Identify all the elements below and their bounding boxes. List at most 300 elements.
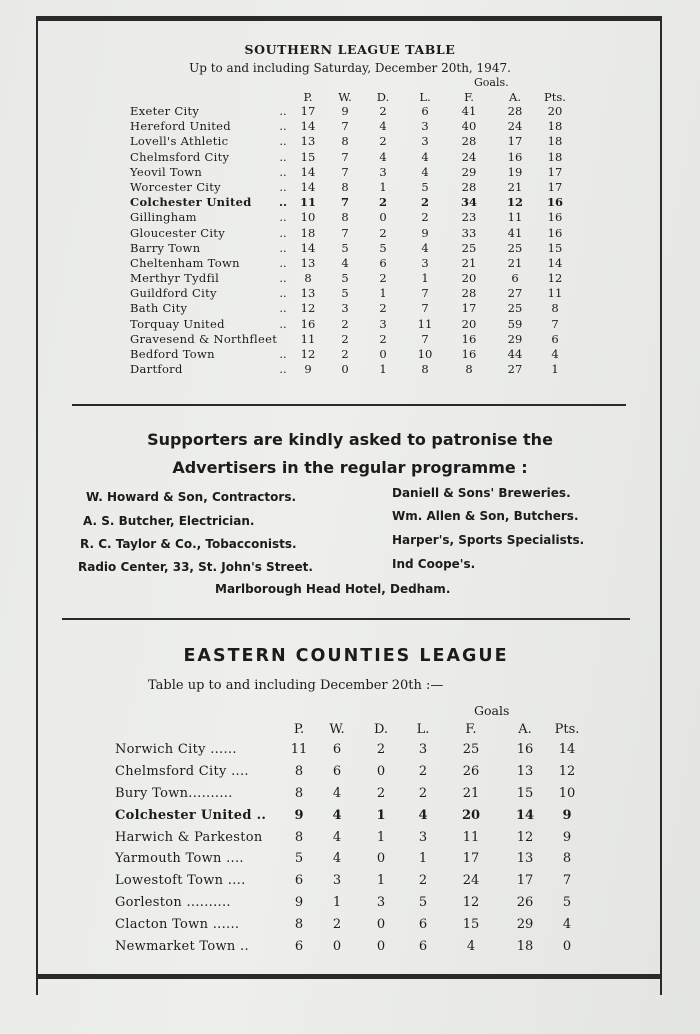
won-cell: 2: [341, 316, 349, 331]
played-cell: 8: [304, 271, 312, 286]
played-cell: 14: [300, 119, 316, 134]
played-cell: 8: [294, 763, 304, 779]
leader-dots: ..: [279, 240, 287, 255]
table-row: [0, 195, 700, 210]
points-cell: 7: [562, 873, 572, 889]
leader-dots: ..: [279, 286, 287, 301]
points-cell: 12: [558, 763, 576, 779]
goals-against-cell: 17: [516, 873, 534, 889]
goals-against-cell: 13: [516, 851, 534, 867]
won-cell: 4: [332, 807, 342, 823]
lost-cell: 2: [418, 763, 428, 779]
points-cell: 0: [562, 939, 572, 955]
goals-for-cell: 34: [460, 195, 477, 210]
drawn-cell: 1: [379, 179, 387, 194]
goals-against-cell: 21: [507, 179, 523, 194]
leader-dots: ..: [279, 134, 287, 149]
points-cell: 18: [547, 149, 563, 164]
lost-cell: 5: [421, 179, 429, 194]
goals-for-cell: 11: [462, 829, 480, 845]
southern-table-header: [0, 90, 700, 104]
team-name: Clacton Town ......: [115, 917, 240, 933]
team-name: Bury Town..........: [115, 785, 233, 801]
goals-against-cell: 25: [507, 240, 523, 255]
top-double-rule: [36, 16, 662, 21]
played-cell: 8: [294, 785, 304, 801]
points-cell: 18: [547, 119, 563, 134]
goals-against-cell: 27: [507, 286, 523, 301]
table-row: [0, 271, 700, 286]
won-cell: 3: [341, 301, 349, 316]
leader-dots: ..: [279, 210, 287, 225]
leader-dots: ..: [279, 164, 287, 179]
lost-cell: 3: [421, 119, 429, 134]
played-cell: 10: [300, 210, 316, 225]
team-name: Worcester City: [130, 179, 221, 194]
goals-for-cell: 16: [461, 347, 477, 361]
won-cell: 4: [332, 785, 342, 801]
team-name: Bedford Town: [130, 347, 215, 361]
goals-against-cell: 29: [507, 331, 523, 346]
points-cell: 4: [551, 347, 559, 361]
goals-for-cell: 24: [462, 873, 480, 889]
won-cell: 2: [341, 347, 349, 361]
goals-against-cell: 14: [515, 807, 535, 823]
leader-dots: ..: [279, 271, 287, 286]
eastern-counties-subtitle: Table up to and including December 20th :—: [148, 678, 444, 693]
team-name: Barry Town: [130, 240, 201, 255]
goals-against-cell: 15: [516, 785, 534, 801]
points-cell: 7: [551, 316, 559, 331]
drawn-cell: 0: [376, 917, 386, 933]
team-name: Colchester United: [130, 195, 252, 210]
team-name: Norwich City ......: [115, 742, 237, 757]
header-for: F.: [464, 90, 474, 104]
goals-for-cell: 20: [461, 271, 477, 286]
table-row: [0, 150, 700, 165]
header-played: P.: [303, 90, 313, 104]
points-cell: 15: [547, 240, 563, 255]
goals-for-cell: 16: [461, 331, 477, 346]
goals-against-cell: 41: [507, 225, 523, 240]
drawn-cell: 5: [379, 240, 387, 255]
goals-for-cell: 20: [461, 316, 477, 331]
points-cell: 14: [558, 742, 576, 757]
points-cell: 12: [547, 271, 563, 286]
advertiser-left-4: Radio Center, 33, St. John's Street.: [78, 560, 313, 574]
advertiser-left-1: W. Howard & Son, Contractors.: [86, 490, 297, 504]
table-row: [0, 830, 700, 852]
table-row: [0, 939, 700, 961]
goals-for-cell: 12: [462, 895, 480, 911]
drawn-cell: 1: [379, 362, 387, 377]
team-name: Dartford: [130, 362, 183, 377]
leader-dots: ..: [279, 362, 287, 377]
lost-cell: 4: [421, 240, 429, 255]
lost-cell: 2: [418, 873, 428, 889]
table-row: [0, 742, 700, 764]
goals-for-cell: 8: [465, 362, 473, 377]
goals-against-cell: 17: [507, 134, 523, 149]
leader-dots: ..: [279, 149, 287, 164]
table-row: [0, 119, 700, 134]
played-cell: 9: [294, 895, 304, 911]
table-row: [0, 332, 700, 347]
won-cell: 3: [332, 873, 342, 889]
leader-dots: ..: [279, 104, 287, 118]
points-cell: 16: [547, 225, 563, 240]
goals-against-cell: 44: [507, 347, 523, 361]
drawn-cell: 3: [379, 164, 387, 179]
points-cell: 20: [547, 104, 563, 118]
goals-for-cell: 41: [461, 104, 477, 118]
eastern-goals-label: Goals: [474, 703, 510, 718]
goals-for-cell: 17: [461, 301, 477, 316]
header-against: A.: [509, 90, 521, 104]
won-cell: 7: [341, 119, 349, 134]
goals-against-cell: 16: [507, 149, 523, 164]
drawn-cell: 1: [376, 829, 386, 845]
goals-for-cell: 4: [466, 939, 476, 955]
leader-dots: ..: [278, 195, 287, 210]
won-cell: 6: [332, 763, 342, 779]
table-row: [0, 180, 700, 195]
leader-dots: ..: [279, 347, 287, 361]
lost-cell: 9: [421, 225, 429, 240]
won-cell: 8: [341, 179, 349, 194]
table-row: [0, 134, 700, 149]
won-cell: 0: [341, 362, 349, 377]
table-row: [0, 362, 700, 377]
played-cell: 18: [300, 225, 316, 240]
header-drawn: D.: [376, 90, 390, 104]
played-cell: 6: [294, 873, 304, 889]
lost-cell: 2: [421, 210, 429, 225]
drawn-cell: 2: [379, 225, 387, 240]
drawn-cell: 2: [379, 331, 387, 346]
header-won: W.: [329, 722, 345, 737]
table-row: [0, 104, 700, 119]
team-name: Merthyr Tydfil: [130, 271, 220, 286]
points-cell: 6: [551, 331, 559, 346]
lost-cell: 4: [418, 807, 428, 823]
played-cell: 12: [300, 301, 316, 316]
team-name: Hereford United: [130, 119, 231, 134]
eastern-table-header: [0, 722, 700, 738]
drawn-cell: 0: [376, 939, 386, 955]
table-row: [0, 347, 700, 362]
won-cell: 1: [332, 895, 342, 911]
goals-for-cell: 25: [462, 742, 480, 757]
goals-for-cell: 28: [461, 286, 477, 301]
drawn-cell: 0: [379, 210, 387, 225]
played-cell: 13: [300, 286, 316, 301]
won-cell: 7: [341, 164, 349, 179]
won-cell: 5: [341, 240, 349, 255]
table-row: [0, 873, 700, 895]
header-for: F.: [465, 722, 477, 737]
goals-for-cell: 40: [461, 119, 477, 134]
team-name: Gillingham: [130, 210, 197, 225]
leader-dots: ..: [279, 179, 287, 194]
lost-cell: 2: [418, 785, 428, 801]
drawn-cell: 1: [379, 286, 387, 301]
played-cell: 13: [300, 255, 316, 270]
goals-against-cell: 25: [507, 301, 523, 316]
goals-against-cell: 12: [506, 195, 523, 210]
lost-cell: 1: [418, 851, 428, 867]
divider-rule-upper: [72, 404, 626, 406]
leader-dots: ..: [279, 316, 287, 331]
goals-against-cell: 6: [511, 271, 519, 286]
lost-cell: 2: [420, 195, 429, 210]
lost-cell: 11: [417, 316, 433, 331]
eastern-counties-title: EASTERN COUNTIES LEAGUE: [183, 646, 509, 666]
goals-for-cell: 23: [461, 210, 477, 225]
won-cell: 8: [341, 134, 349, 149]
goals-against-cell: 26: [516, 895, 534, 911]
played-cell: 14: [300, 164, 316, 179]
played-cell: 11: [300, 331, 316, 346]
goals-for-cell: 20: [461, 807, 481, 823]
goals-for-cell: 21: [461, 255, 477, 270]
advertisers-heading-line1: Supporters are kindly asked to patronise the: [147, 430, 553, 449]
table-row: [0, 808, 700, 830]
points-cell: 1: [551, 362, 559, 377]
drawn-cell: 2: [376, 742, 386, 757]
advertiser-left-3: R. C. Taylor & Co., Tobacconists.: [80, 537, 297, 551]
played-cell: 9: [294, 807, 304, 823]
advertiser-left-2: A. S. Butcher, Electrician.: [83, 514, 255, 528]
drawn-cell: 2: [379, 301, 387, 316]
southern-league-title: SOUTHERN LEAGUE TABLE: [244, 42, 456, 57]
drawn-cell: 3: [379, 316, 387, 331]
lost-cell: 3: [421, 255, 429, 270]
lost-cell: 6: [418, 939, 428, 955]
won-cell: 0: [332, 939, 342, 955]
lost-cell: 7: [421, 331, 429, 346]
header-drawn: D.: [373, 722, 389, 737]
table-row: [0, 241, 700, 256]
team-name: Torquay United: [130, 316, 225, 331]
won-cell: 5: [341, 286, 349, 301]
goals-for-cell: 17: [462, 851, 480, 867]
drawn-cell: 4: [379, 119, 387, 134]
played-cell: 9: [304, 362, 312, 377]
team-name: Harwich & Parkeston: [115, 829, 263, 845]
table-row: [0, 764, 700, 786]
table-row: [0, 256, 700, 271]
team-name: Gloucester City: [130, 225, 226, 240]
played-cell: 11: [290, 742, 308, 757]
team-name: Lovell's Athletic: [130, 134, 229, 149]
lost-cell: 4: [421, 149, 429, 164]
southern-goals-label: Goals.: [474, 76, 509, 89]
goals-against-cell: 19: [507, 164, 523, 179]
lost-cell: 3: [418, 829, 428, 845]
points-cell: 9: [562, 807, 572, 823]
team-name: Exeter City: [130, 104, 200, 118]
goals-against-cell: 11: [507, 210, 523, 225]
played-cell: 17: [300, 104, 316, 118]
goals-against-cell: 29: [516, 917, 534, 933]
advertiser-right-3: Harper's, Sports Specialists.: [392, 533, 585, 547]
goals-against-cell: 18: [516, 939, 534, 955]
goals-for-cell: 29: [461, 164, 477, 179]
lost-cell: 1: [421, 271, 429, 286]
goals-against-cell: 21: [507, 255, 523, 270]
lost-cell: 3: [418, 742, 428, 757]
team-name: Guildford City: [130, 286, 217, 301]
southern-league-subtitle: Up to and including Saturday, December 20th, 1947.: [189, 61, 511, 75]
points-cell: 8: [562, 851, 572, 867]
advertisers-heading-line2: Advertisers in the regular programme :: [172, 458, 528, 477]
goals-for-cell: 15: [462, 917, 480, 933]
goals-for-cell: 21: [462, 785, 480, 801]
won-cell: 4: [332, 829, 342, 845]
won-cell: 7: [341, 149, 349, 164]
lost-cell: 4: [421, 164, 429, 179]
advertiser-right-4: Ind Coope's.: [392, 557, 476, 571]
header-won: W.: [338, 90, 352, 104]
points-cell: 17: [547, 164, 563, 179]
advertiser-center: Marlborough Head Hotel, Dedham.: [215, 582, 451, 596]
advertiser-right-1: Daniell & Sons' Breweries.: [392, 486, 571, 500]
southern-league-table: [0, 104, 700, 377]
table-row: [0, 165, 700, 180]
drawn-cell: 2: [378, 195, 387, 210]
won-cell: 4: [341, 255, 349, 270]
played-cell: 11: [299, 195, 316, 210]
table-row: [0, 210, 700, 225]
table-row: [0, 317, 700, 332]
advertiser-right-2: Wm. Allen & Son, Butchers.: [392, 509, 579, 523]
drawn-cell: 1: [376, 807, 386, 823]
bottom-double-rule: [36, 974, 662, 979]
drawn-cell: 1: [376, 873, 386, 889]
points-cell: 9: [562, 829, 572, 845]
team-name: Gravesend & Northfleet: [130, 331, 278, 346]
won-cell: 9: [341, 104, 349, 118]
won-cell: 7: [341, 225, 349, 240]
goals-for-cell: 26: [462, 763, 480, 779]
table-row: [0, 786, 700, 808]
lost-cell: 6: [421, 104, 429, 118]
header-played: P.: [293, 722, 305, 737]
eastern-counties-table: [0, 742, 700, 961]
goals-for-cell: 25: [461, 240, 477, 255]
drawn-cell: 6: [379, 255, 387, 270]
points-cell: 16: [547, 210, 563, 225]
goals-against-cell: 24: [507, 119, 523, 134]
drawn-cell: 2: [379, 271, 387, 286]
lost-cell: 6: [418, 917, 428, 933]
header-lost: L.: [419, 90, 431, 104]
drawn-cell: 2: [379, 134, 387, 149]
table-row: [0, 286, 700, 301]
played-cell: 16: [300, 316, 316, 331]
drawn-cell: 4: [379, 149, 387, 164]
table-row: [0, 851, 700, 873]
goals-for-cell: 24: [461, 149, 477, 164]
table-row: [0, 226, 700, 241]
table-row: [0, 917, 700, 939]
won-cell: 6: [332, 742, 342, 757]
points-cell: 8: [551, 301, 559, 316]
leader-dots: ..: [279, 301, 287, 316]
played-cell: 14: [300, 240, 316, 255]
table-row: [0, 895, 700, 917]
drawn-cell: 3: [376, 895, 386, 911]
goals-for-cell: 33: [461, 225, 477, 240]
goals-for-cell: 28: [461, 134, 477, 149]
lost-cell: 5: [418, 895, 428, 911]
drawn-cell: 2: [376, 785, 386, 801]
points-cell: 11: [547, 286, 563, 301]
leader-dots: ..: [279, 255, 287, 270]
goals-against-cell: 16: [516, 742, 534, 757]
lost-cell: 7: [421, 286, 429, 301]
won-cell: 5: [341, 271, 349, 286]
team-name: Cheltenham Town: [130, 255, 240, 270]
played-cell: 5: [294, 851, 304, 867]
points-cell: 18: [547, 134, 563, 149]
played-cell: 6: [294, 939, 304, 955]
divider-rule-lower: [62, 618, 630, 620]
team-name: Gorleston ..........: [115, 895, 231, 911]
goals-for-cell: 28: [461, 179, 477, 194]
goals-against-cell: 28: [507, 104, 523, 118]
won-cell: 7: [340, 195, 349, 210]
goals-against-cell: 27: [507, 362, 523, 377]
won-cell: 4: [332, 851, 342, 867]
goals-against-cell: 12: [516, 829, 534, 845]
team-name: Lowestoft Town ....: [115, 873, 246, 889]
team-name: Yarmouth Town ....: [115, 851, 244, 867]
goals-against-cell: 59: [507, 316, 523, 331]
points-cell: 4: [562, 917, 572, 933]
team-name: Newmarket Town ..: [115, 939, 249, 955]
header-points: Pts.: [544, 90, 566, 104]
played-cell: 15: [300, 149, 316, 164]
drawn-cell: 2: [379, 104, 387, 118]
team-name: Bath City: [130, 301, 188, 316]
drawn-cell: 0: [379, 347, 387, 361]
won-cell: 8: [341, 210, 349, 225]
header-points: Pts.: [554, 722, 580, 737]
leader-dots: ..: [279, 225, 287, 240]
won-cell: 2: [332, 917, 342, 933]
played-cell: 8: [294, 829, 304, 845]
played-cell: 12: [300, 347, 316, 361]
team-name: Colchester United ..: [115, 807, 267, 823]
leader-dots: ..: [279, 119, 287, 134]
played-cell: 8: [294, 917, 304, 933]
drawn-cell: 0: [376, 851, 386, 867]
lost-cell: 3: [421, 134, 429, 149]
team-name: Chelmsford City: [130, 149, 230, 164]
header-against: A.: [518, 722, 532, 737]
drawn-cell: 0: [376, 763, 386, 779]
points-cell: 10: [558, 785, 576, 801]
team-name: Yeovil Town: [130, 164, 203, 179]
table-row: [0, 301, 700, 316]
team-name: Chelmsford City ....: [115, 763, 249, 779]
lost-cell: 7: [421, 301, 429, 316]
goals-against-cell: 13: [516, 763, 534, 779]
points-cell: 5: [562, 895, 572, 911]
played-cell: 13: [300, 134, 316, 149]
